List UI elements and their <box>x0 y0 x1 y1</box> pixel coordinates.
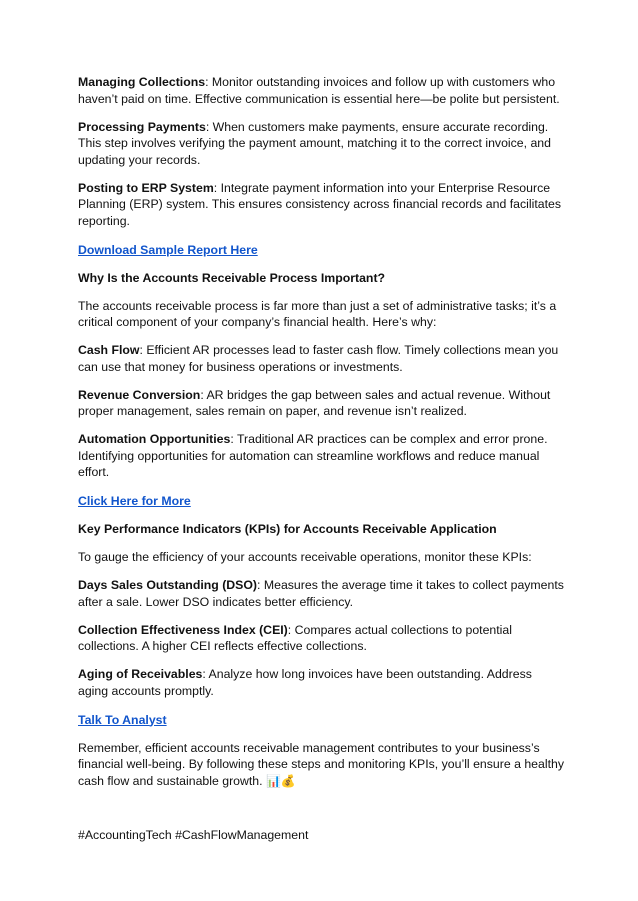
paragraph-managing-collections <box>78 74 564 107</box>
text-managing-collections: : Monitor outstanding invoices and follow up with customers who haven’t paid on time. Effective communication is essential here—be polite but persistent. <box>78 75 560 106</box>
heading-kpis: Key Performance Indicators (KPIs) for Accounts Receivable Application <box>78 522 497 536</box>
paragraph-kpi-intro: To gauge the efficiency of your accounts receivable operations, monitor these KPIs: <box>78 550 532 564</box>
term-cash-flow: Cash Flow <box>78 343 140 357</box>
paragraph-posting-erp <box>78 180 564 230</box>
term-posting-erp: Posting to ERP System <box>78 180 214 195</box>
paragraph-closing <box>78 740 564 790</box>
term-processing-payments: Processing Payments <box>78 119 206 134</box>
text-posting-erp: : Integrate payment information into your Enterprise Resource Planning (ERP) system. This ensures consistency across financial records and facilitates reporting. <box>78 180 561 228</box>
download-report-link[interactable]: Download Sample Report Here <box>78 242 258 257</box>
paragraph-revenue-conversion <box>78 387 564 420</box>
paragraph-cash-flow <box>78 342 564 375</box>
term-aging: Aging of Receivables <box>78 667 203 681</box>
text-processing-payments: : When customers make payments, ensure accurate recording. This step involves verifying the payment amount, matching it to the correct invoice, and updating your records. <box>78 119 551 167</box>
paragraph-processing-payments <box>78 119 564 169</box>
heading-why-important: Why Is the Accounts Receivable Process Important? <box>78 270 386 285</box>
term-revenue-conversion: Revenue Conversion <box>78 387 201 402</box>
chart-money-emoji-icon: 📊💰 <box>265 773 296 788</box>
click-more-link[interactable]: Click Here for More <box>78 494 191 508</box>
term-cei: Collection Effectiveness Index (CEI) <box>78 622 288 637</box>
spacer <box>78 801 564 827</box>
paragraph-cei <box>78 622 564 655</box>
text-revenue-conversion: : AR bridges the gap between sales and actual revenue. Without proper management, sales remain on paper, and revenue isn’t realized. <box>78 387 551 418</box>
text-closing: Remember, efficient accounts receivable management contributes to your business’s financial well-being. By following these steps and monitoring KPIs, you’ll ensure a healthy cash flow and sustainable growth. <box>78 740 564 788</box>
text-dso: : Measures the average time it takes to collect payments after a sale. Lower DSO indicates better efficiency. <box>78 578 564 609</box>
talk-analyst-link[interactable]: Talk To Analyst <box>78 712 167 727</box>
text-cei: : Compares actual collections to potential collections. A higher CEI reflects effective collections. <box>78 622 512 653</box>
text-aging: : Analyze how long invoices have been outstanding. Address aging accounts promptly. <box>78 667 532 698</box>
document-body <box>78 74 564 843</box>
term-automation: Automation Opportunities <box>78 432 231 446</box>
paragraph-why-intro: The accounts receivable process is far more than just a set of administrative tasks; it’s a critical component of your company’s financial health. Here’s why: <box>78 298 557 329</box>
paragraph-automation <box>78 431 564 481</box>
paragraph-aging <box>78 666 564 699</box>
term-managing-collections: Managing Collections <box>78 75 206 89</box>
text-cash-flow: : Efficient AR processes lead to faster cash flow. Timely collections mean you can use that money for business operations or investments. <box>78 343 559 374</box>
term-dso: Days Sales Outstanding (DSO) <box>78 578 258 592</box>
paragraph-dso <box>78 577 564 610</box>
text-automation: : Traditional AR practices can be complex and error prone. Identifying opportunities for automation can streamline workflows and reduce manual effort. <box>78 432 548 479</box>
hashtags: #AccountingTech #CashFlowManagement <box>78 827 309 842</box>
